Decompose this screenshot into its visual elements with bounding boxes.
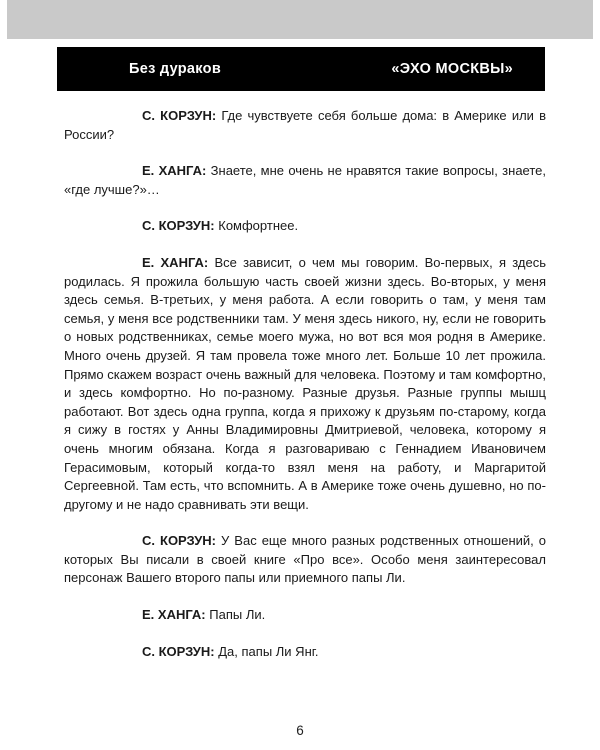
page-number: 6 <box>296 723 304 738</box>
speaker-name: С. КОРЗУН: <box>142 108 217 123</box>
speaker-name: Е. ХАНГА: <box>142 607 206 623</box>
page-header-bar <box>57 47 545 91</box>
speech-text: Где чувствуете себя больше дома: в Америке или в России? <box>64 108 546 142</box>
speech-text: У Вас еще много разных родственных отношений, о которых Вы писали в своей книге «Про все». Особо меня заинтересовал персонаж Вашего второго папы или приемного папы Ли. <box>64 533 546 586</box>
speaker-name: Е. ХАНГА: <box>142 254 209 270</box>
dialogue-paragraph <box>64 254 546 514</box>
speaker-name: С. КОРЗУН: <box>142 218 215 234</box>
scan-top-band <box>7 0 593 39</box>
speech-text: Да, папы Ли Янг. <box>218 643 319 659</box>
dialogue-paragraph <box>64 162 546 199</box>
speaker-name: Е. ХАНГА: <box>142 163 207 179</box>
speech-text: Знаете, мне очень не нравятся такие вопросы, знаете, «где лучше?»… <box>64 163 546 197</box>
dialogue-paragraph <box>64 643 546 662</box>
dialogue-paragraph <box>64 217 546 236</box>
speaker-name: С. КОРЗУН: <box>142 533 217 549</box>
dialogue-paragraph <box>64 532 546 588</box>
interview-text <box>64 107 546 679</box>
header-program-title: Без дураков <box>129 61 222 77</box>
dialogue-paragraph <box>64 606 546 625</box>
speech-text: Папы Ли. <box>209 607 266 623</box>
speech-text: Все зависит, о чем мы говорим. Во-первых, я здесь родилась. Я прожила большую часть своей жизни здесь. Во-вторых, у меня здесь семья. В-третьих, у меня работа. А если говорить о там, у меня там семья, у меня все родственники там. У меня здесь никого, ну, если не говорить о новых родственниках, семье моего мужа, но вот вся моя родня в Америке. Много очень друзей. Я там провела тоже много лет. Больше 10 лет прожила. Прямо скажем возраст очень важный для человека. Поэтому и там комфортно, и здесь комфортно. Но по-разному. Разные друзья. Разные группы мышц работают. Вот здесь одна группа, когда я прихожу к друзьям по-старому, когда я сижу в гостях у Анны Владимировны Дмитриевой, человека, которому я очень многим обязана. Когда я разговариваю с Геннадием Ивановичем Герасимовым, который когда-то взял меня на работу, и Маргаритой Сергеевной. Там есть, что вспомнить. А в Америке тоже очень душевно, но по-другому и не надо сравнивать эти вещи. <box>64 254 546 512</box>
speech-text: Комфортнее. <box>218 218 299 234</box>
speaker-name: С. КОРЗУН: <box>142 643 215 659</box>
dialogue-paragraph <box>64 107 546 144</box>
header-station-title: «ЭХО МОСКВЫ» <box>391 61 513 77</box>
